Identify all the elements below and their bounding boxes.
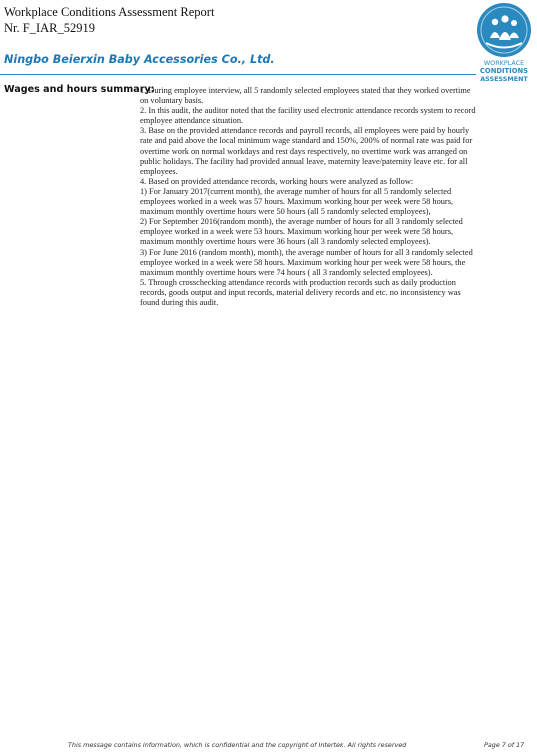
summary-line: 5. Through crosschecking attendance records with production records such as daily production bbox=[140, 277, 456, 287]
summary-line: maximum monthly overtime hours were 36 hours (all 3 randomly selected employees). bbox=[140, 237, 431, 247]
summary-line: rate and paid above the local minimum wage standard and 150%, 200% of normal rate was paid for bbox=[140, 136, 473, 146]
summary-line: employees worked in a week was 57 hours. Maximum working hour per week were 58 hours, bbox=[140, 197, 454, 207]
summary-line: 4. Based on provided attendance records, working hours were analyzed as follow: bbox=[140, 176, 414, 186]
confidentiality-notice: This message contains information, which is confidential and the copyright of Intertek. All rights reserved bbox=[68, 741, 407, 749]
report-number: Nr. F_IAR_52919 bbox=[4, 21, 95, 35]
summary-line: records, goods output and input records, material delivery records and etc. no inconsistency was bbox=[140, 287, 461, 297]
summary-line: public holidays. The facility had provided annual leave, maternity leave/paternity leave etc. for all bbox=[140, 156, 468, 166]
summary-line: employee worked in a week were 53 hours. Maximum working hour per week were 58 hours, bbox=[140, 227, 454, 237]
summary-line: employees. bbox=[140, 166, 178, 176]
summary-line: maximum monthly overtime hours were 74 hours ( all 3 randomly selected employees). bbox=[140, 267, 433, 277]
summary-line: 1. During employee interview, all 5 randomly selected employees stated that they worked overtime bbox=[140, 86, 471, 95]
summary-line: 3) For June 2016 (random month), month), the average number of hours for all 3 randomly selected bbox=[140, 247, 473, 257]
wca-logo-icon bbox=[473, 2, 535, 84]
page-number: Page 7 of 17 bbox=[484, 741, 525, 749]
report-header bbox=[4, 4, 214, 36]
summary-line: found during this audit. bbox=[140, 297, 219, 307]
summary-line: on voluntary basis. bbox=[140, 96, 204, 106]
logo-line-2: CONDITIONS bbox=[479, 67, 529, 75]
summary-line: 2) For September 2016(random month), the average number of hours for all 3 randomly selected bbox=[140, 217, 463, 227]
summary-line: overtime work on normal workdays and rest days respectively, no overtime work was arranged on bbox=[140, 146, 468, 156]
company-name: Ningbo Beierxin Baby Accessories Co., Ltd. bbox=[4, 53, 275, 66]
summary-line: 2. In this audit, the auditor noted that the facility used electronic attendance records system to record bbox=[140, 106, 476, 116]
summary-line: maximum monthly overtime hours were 50 hours (all 5 randomly selected employees), bbox=[140, 207, 431, 217]
logo-line-3: ASSESSMENT bbox=[480, 75, 528, 83]
header-divider bbox=[0, 74, 476, 75]
wages-hours-summary bbox=[140, 86, 532, 308]
report-title: Workplace Conditions Assessment Report bbox=[4, 5, 215, 19]
summary-line: employee worked in a week were 58 hours. Maximum working hour per week were 58 hours, the bbox=[140, 257, 466, 267]
logo-line-1: WORKPLACE bbox=[483, 59, 525, 67]
summary-line: 1) For January 2017(current month), the average number of hours for all 5 randomly selected bbox=[140, 186, 452, 196]
summary-line: 3. Base on the provided attendance records and payroll records, all employees were paid by hourly bbox=[140, 126, 470, 136]
wca-logo bbox=[473, 2, 535, 84]
wages-hours-label: Wages and hours summary: bbox=[4, 84, 155, 95]
summary-line: employee attendance situation. bbox=[140, 116, 244, 126]
